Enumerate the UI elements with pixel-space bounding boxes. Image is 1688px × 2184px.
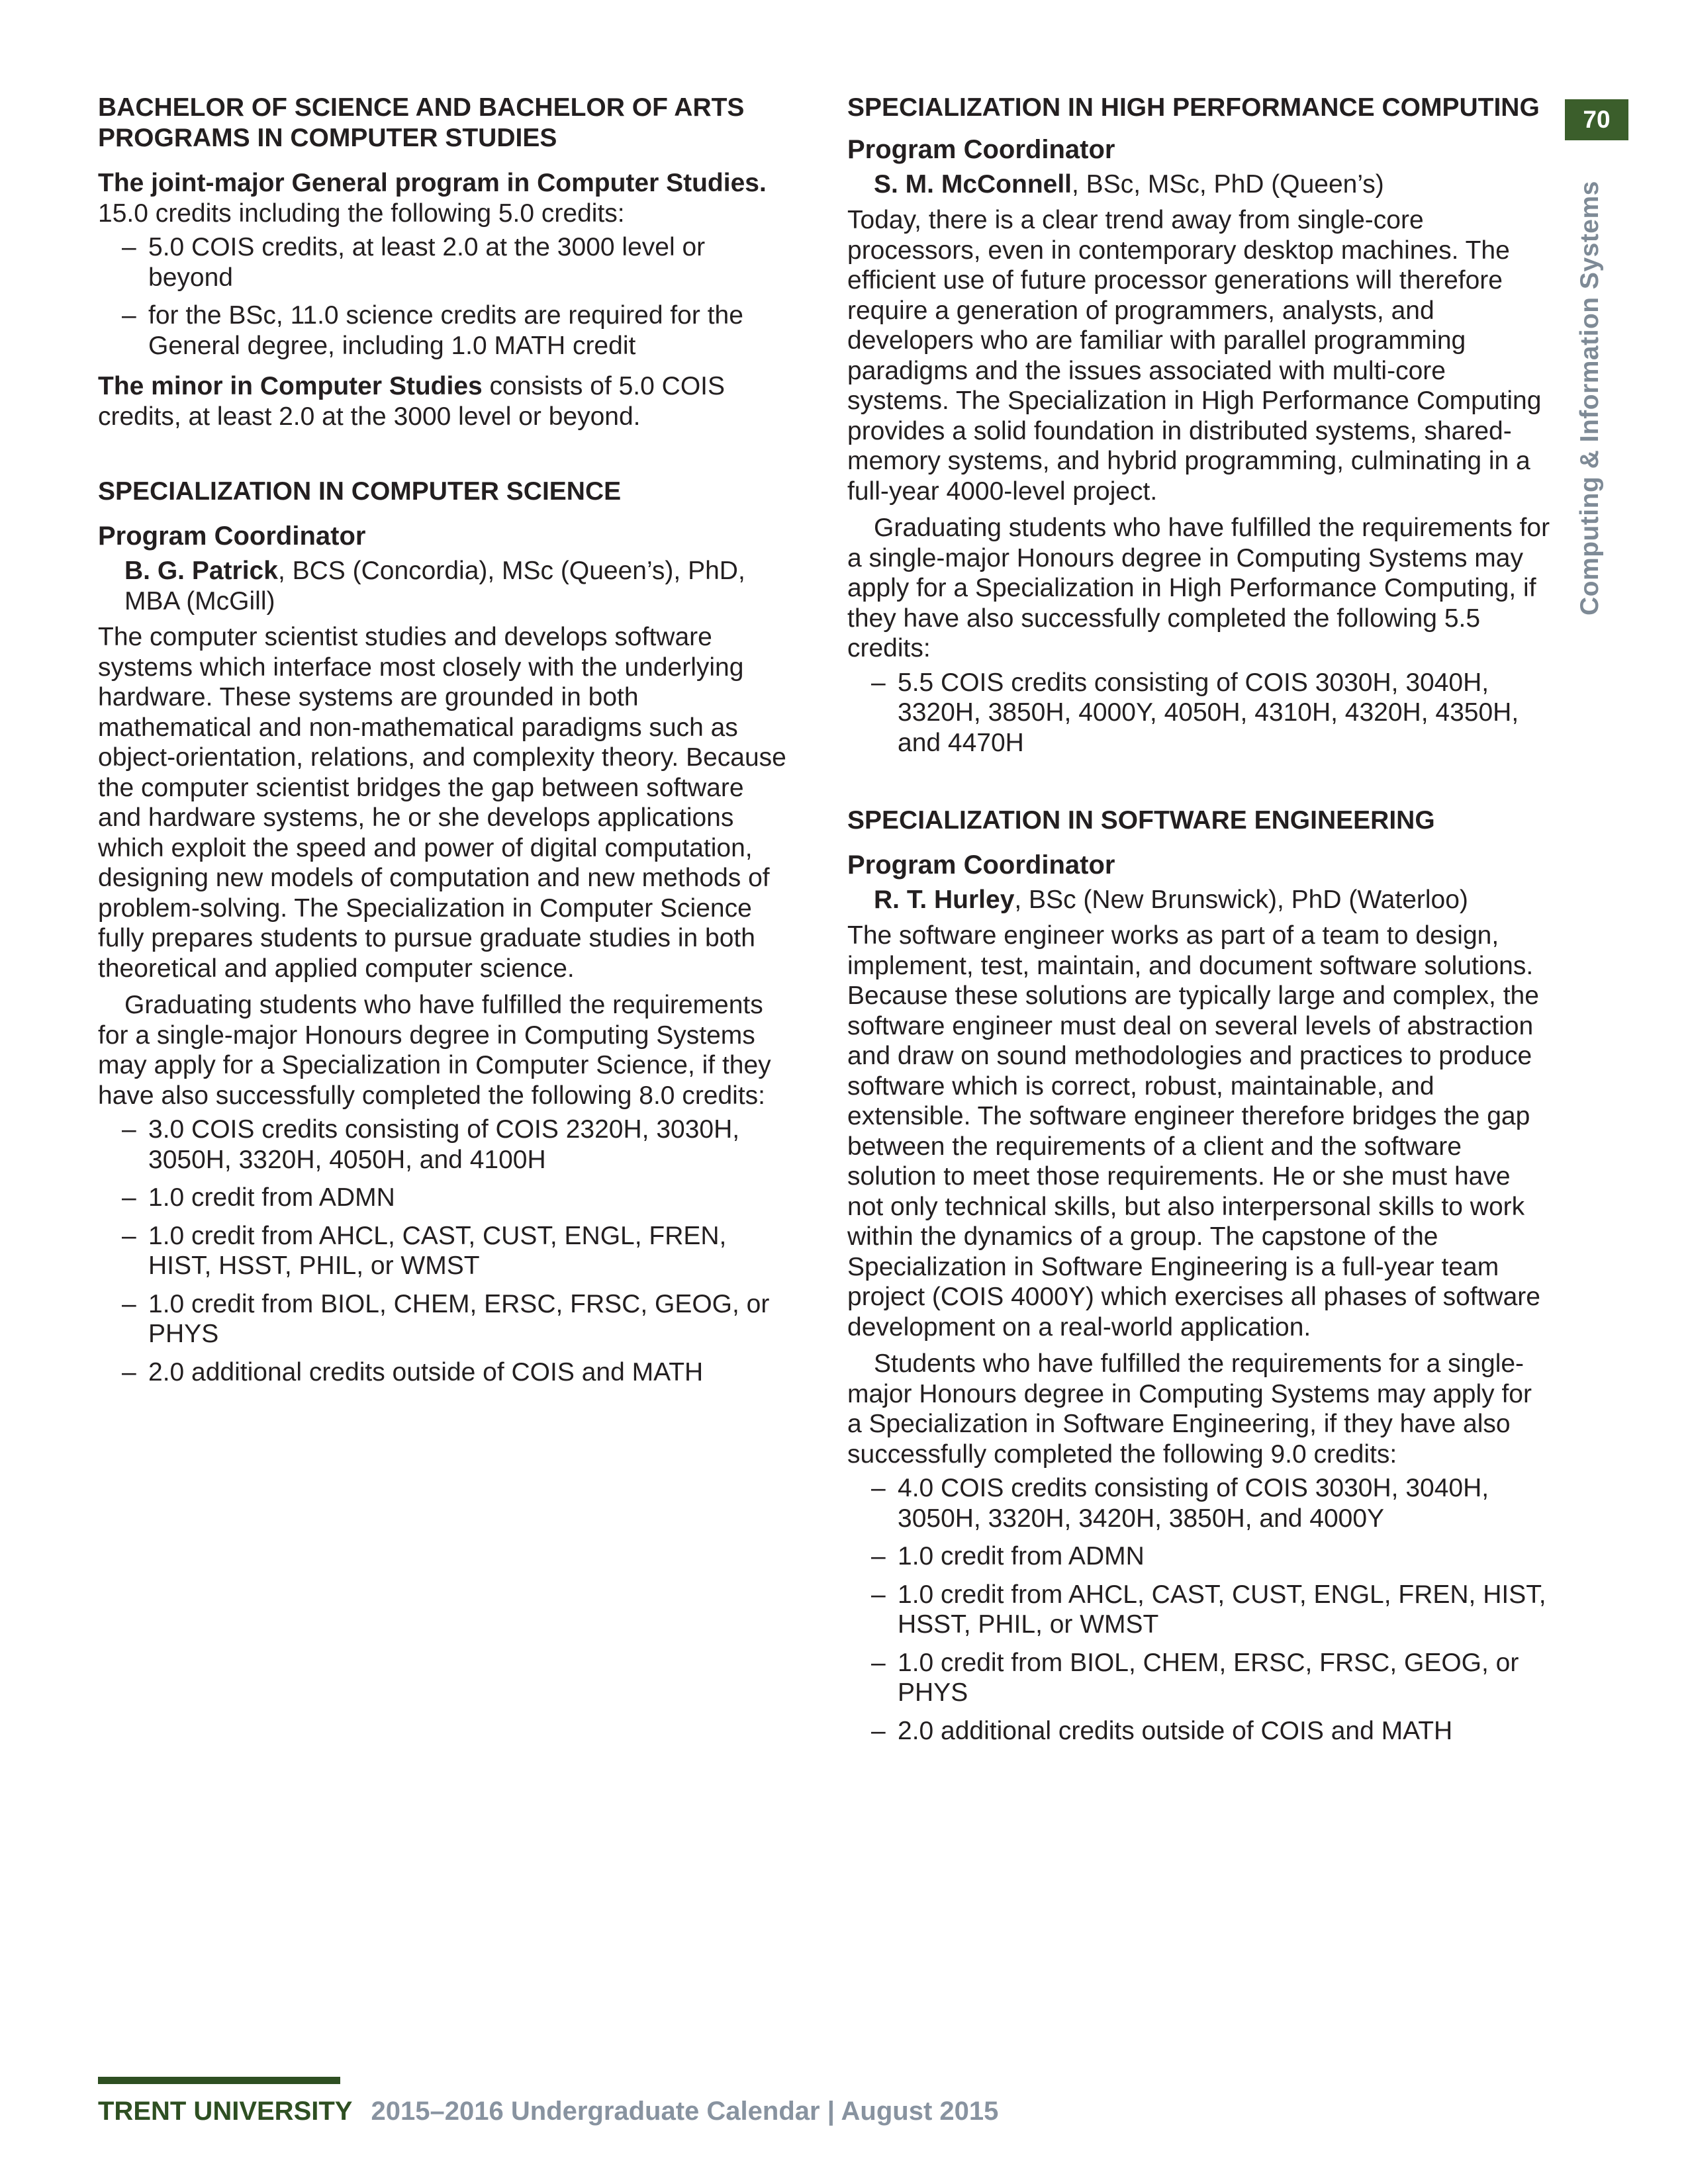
list-item: – 3.0 COIS credits consisting of COIS 2320H, 3030H, 3050H, 3320H, 4050H, and 4100H xyxy=(122,1115,740,1174)
cs-paragraph-2: Graduating students who have fulfilled the requirements for a single-major Honours degree in Computing Systems may apply for a Specialization in Computer Science, if they have also successfully completed the following 8.0 credits: xyxy=(98,991,771,1110)
joint-major-text: 15.0 credits including the following 5.0 credits: xyxy=(98,199,625,228)
minor-title: The minor in Computer Studies xyxy=(98,372,483,400)
list-item: – 1.0 credit from BIOL, CHEM, ERSC, FRSC, GEOG, or PHYS xyxy=(871,1648,1519,1707)
footer-calendar: 2015–2016 Undergraduate Calendar | August 2015 xyxy=(371,2097,999,2126)
footer-university: TRENT UNIVERSITY xyxy=(98,2097,353,2126)
heading-software-engineering: SPECIALIZATION IN SOFTWARE ENGINEERING xyxy=(847,806,1435,835)
joint-major-title: The joint-major General program in Computer Studies. xyxy=(98,169,767,197)
se-paragraph-1: The software engineer works as part of a team to design, implement, test, maintain, and document software solutions. Because these solutions are typically large and complex, the software engineer must deal on several levels of abstraction and draw on sound methodologies and practices to produce software which is correct, robust, maintainable, and extensible. The software engineer therefore bridges the gap between the requirements of a client and the software solution to meet those requirements. He or she must have not only technical skills, but also interpersonal skills to work within the dynamics of a group. The capstone of the Specialization in Software Engineering is a full-year team project (COIS 4000Y) which exercises all phases of software development on a real-world application. xyxy=(847,921,1540,1342)
heading-high-performance-computing: SPECIALIZATION IN HIGH PERFORMANCE COMPUTING xyxy=(847,93,1540,122)
hpc-requirements-list xyxy=(847,668,1550,758)
page-number: 70 xyxy=(1583,106,1611,133)
minor-paragraph xyxy=(98,371,788,432)
coordinator-credentials: , BSc, MSc, PhD (Queen’s) xyxy=(1072,170,1384,199)
program-coordinator-name xyxy=(847,885,1550,915)
list-item: – 4.0 COIS credits consisting of COIS 3030H, 3040H, 3050H, 3320H, 3420H, 3850H, and 4000Y xyxy=(871,1474,1489,1533)
coordinator-name: B. G. Patrick xyxy=(124,557,278,585)
coordinator-credentials: , BSc (New Brunswick), PhD (Waterloo) xyxy=(1014,886,1468,914)
section-side-tab: Computing & Information Systems xyxy=(1575,181,1604,615)
program-coordinator-name xyxy=(847,169,1550,200)
list-item: – 5.0 COIS credits, at least 2.0 at the 3000 level or beyond xyxy=(122,233,706,292)
footer-rule xyxy=(98,2077,340,2084)
list-item: – 1.0 credit from AHCL, CAST, CUST, ENGL, FREN, HIST, HSST, PHIL, or WMST xyxy=(122,1221,727,1280)
page-number-badge xyxy=(1565,99,1628,140)
list-item: – 1.0 credit from AHCL, CAST, CUST, ENGL, FREN, HIST, HSST, PHIL, or WMST xyxy=(871,1580,1546,1639)
program-coordinator-label: Program Coordinator xyxy=(847,850,1115,880)
hpc-paragraph-1: Today, there is a clear trend away from single-core processors, even in contemporary desktop machines. The efficient use of future processor generations will therefore require a generation of programmers, analysts, and developers who are familiar with parallel programming paradigms and the issues associated with multi-core systems. The Specialization in High Performance Computing provides a solid foundation in distributed systems, shared-memory systems, and hybrid programming, culminating in a full-year 4000-level project. xyxy=(847,206,1542,506)
list-item: – 1.0 credit from ADMN xyxy=(122,1183,395,1212)
right-column xyxy=(847,93,1550,1754)
cs-paragraph-1: The computer scientist studies and develops software systems which interface most closely with the underlying hardware. These systems are grounded in both mathematical and non-mathematical paradigms such as object-orientation, relations, and complexity theory. Because the computer scientist bridges the gap between software and hardware systems, he or she develops applications which exploit the speed and power of digital computation, designing new models of computation and new methods of problem-solving. The Specialization in Computer Science fully prepares students to pursue graduate studies in both theoretical and applied computer science. xyxy=(98,623,786,983)
joint-major-paragraph xyxy=(98,168,788,228)
list-item: – 2.0 additional credits outside of COIS and MATH xyxy=(871,1716,1453,1745)
se-paragraph-2: Students who have fulfilled the requirements for a single-major Honours degree in Computing Systems may apply for a Specialization in Software Engineering, if they have also successfully completed the following 9.0 credits: xyxy=(847,1349,1532,1469)
minor-text: consists of 5.0 COIS credits, at least 2.0 at the 3000 level or beyond. xyxy=(98,372,726,431)
list-item: – 1.0 credit from BIOL, CHEM, ERSC, FRSC, GEOG, or PHYS xyxy=(122,1289,770,1348)
program-coordinator-label: Program Coordinator xyxy=(847,135,1115,164)
left-column xyxy=(98,93,788,1395)
list-item: – 1.0 credit from ADMN xyxy=(871,1542,1145,1570)
coordinator-name: R. T. Hurley xyxy=(874,886,1015,914)
se-requirements-list xyxy=(847,1473,1550,1746)
program-coordinator-name xyxy=(98,556,788,617)
coordinator-name: S. M. McConnell xyxy=(874,170,1072,199)
list-item: – for the BSc, 11.0 science credits are required for the General degree, including 1.0 MATH credit xyxy=(122,301,743,360)
cs-requirements-list xyxy=(98,1115,788,1387)
heading-computer-science: SPECIALIZATION IN COMPUTER SCIENCE xyxy=(98,477,622,506)
list-item: – 5.5 COIS credits consisting of COIS 3030H, 3040H, 3320H, 3850H, 4000Y, 4050H, 4310H, 4320H, 4350H, and 4470H xyxy=(871,668,1519,757)
coordinator-credentials: , BCS (Concordia), MSc (Queen’s), PhD, MBA (McGill) xyxy=(124,557,745,615)
joint-major-list xyxy=(98,232,788,361)
program-coordinator-label: Program Coordinator xyxy=(98,522,366,551)
list-item: – 2.0 additional credits outside of COIS and MATH xyxy=(122,1357,704,1387)
heading-bachelor-programs: BACHELOR OF SCIENCE AND BACHELOR OF ARTS PROGRAMS IN COMPUTER STUDIES xyxy=(98,93,745,152)
page-footer xyxy=(98,2097,998,2126)
hpc-paragraph-2: Graduating students who have fulfilled the requirements for a single-major Honours degree in Computing Systems may apply for a Specialization in High Performance Computing, if they have also successfully completed the following 5.5 credits: xyxy=(847,514,1550,662)
